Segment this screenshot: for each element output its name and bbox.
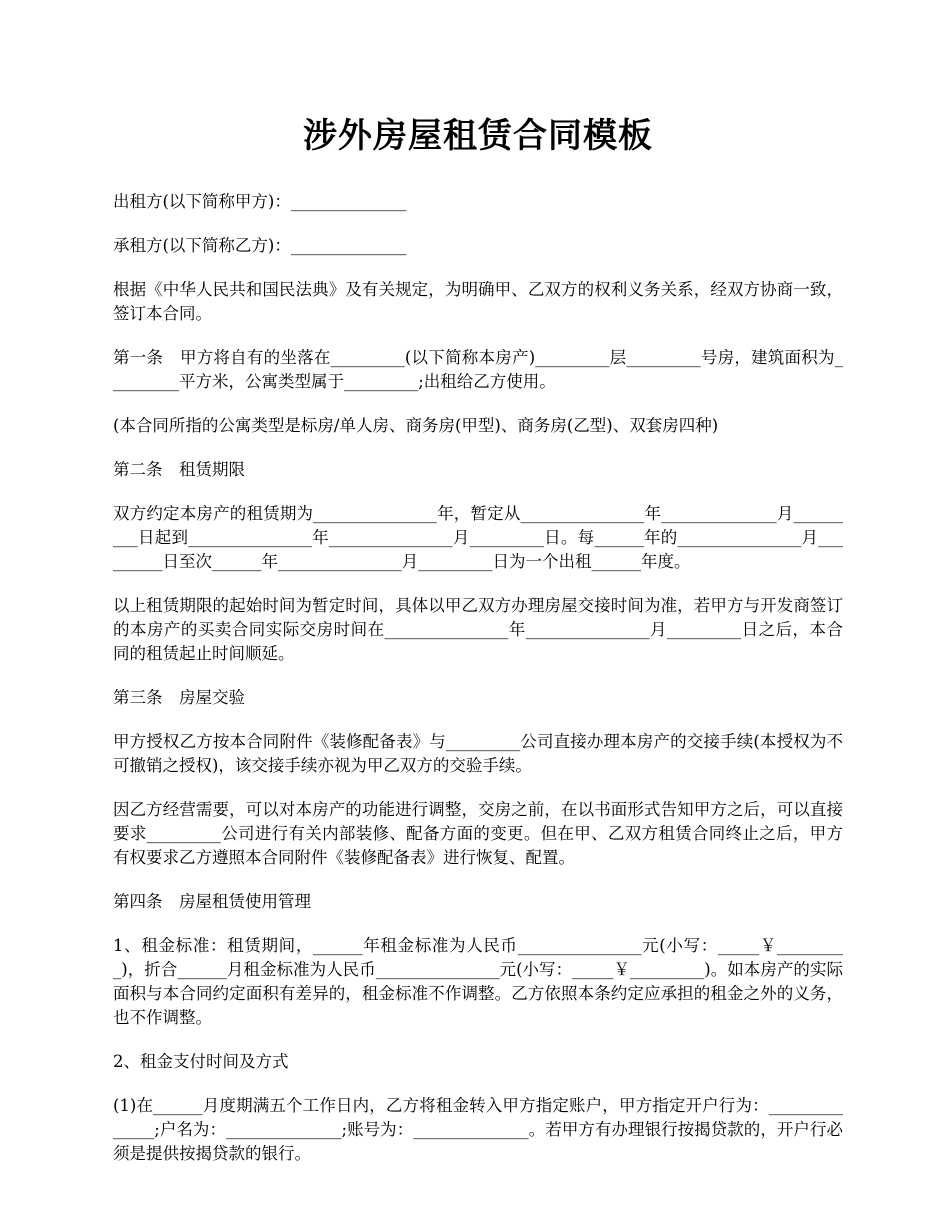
- heading-article-3: 第三条 房屋交验: [113, 688, 245, 707]
- paragraph-lessee: 承租方(以下简称乙方)：______________: [113, 236, 407, 255]
- paragraph-apartment-types: (本合同所指的公寓类型是标房/单人房、商务房(甲型)、商务房(乙型)、双套房四种): [113, 416, 719, 435]
- paragraph-preamble: 根据《中华人民共和国民法典》及有关规定，为明确甲、乙双方的权利义务关系，经双方协商一致，签订本合同。: [113, 280, 843, 323]
- paragraph-payment-heading: 2、租金支付时间及方式: [113, 1052, 289, 1071]
- heading-article-4: 第四条 房屋租赁使用管理: [113, 892, 311, 911]
- document-title: 涉外房屋租赁合同模板: [303, 116, 653, 156]
- paragraph-rent-standard: 1、租金标准：租赁期间，______年租金标准为人民币_______________元(小写：_____￥_________)，折合______月租金标准为人民币_______________元(小写：_____￥_________)。如本房产的实际面积与本合同约定面积有差异的，租金标准不作调整。乙方依照本条约定应承担的租金之外的义务，也不作调整。: [113, 936, 843, 1027]
- paragraph-lease-term-note: 以上租赁期限的起始时间为暂定时间，具体以甲乙双方办理房屋交接时间为准，若甲方与开发商签订的本房产的买卖合同实际交房时间在_______________年_______________月_________日之后，本合同的租赁起止时间顺延。: [113, 596, 843, 663]
- paragraph-article-1: 第一条 甲方将自有的坐落在_________(以下简称本房产)_________层_________号房，建筑面积为_________平方米，公寓类型属于_________;出租给乙方使用。: [113, 348, 843, 391]
- paragraph-handover: 甲方授权乙方按本合同附件《装修配备表》与_________公司直接办理本房产的交接手续(本授权为不可撤销之授权)，该交接手续亦视为甲乙双方的交验手续。: [113, 732, 843, 775]
- paragraph-payment-method: (1)在______月度期满五个工作日内，乙方将租金转入甲方指定账户，甲方指定开户行为：______________;户名为：______________;账号为：______________。若甲方有办理银行按揭贷款的，开户行必须是提供按揭贷款的银行。: [113, 1096, 843, 1163]
- paragraph-lease-term: 双方约定本房产的租赁期为_______________年，暂定从_______________年______________月_________日起到_______________年_______________月_________日。每______年的_______________月_________日至次______年_______________月_________日为一个出租______年度。: [113, 504, 844, 571]
- document-page: [113, 112, 843, 1186]
- paragraph-modification: 因乙方经营需要，可以对本房产的功能进行调整，交房之前，在以书面形式告知甲方之后，可以直接要求_________公司进行有关内部装修、配备方面的变更。但在甲、乙双方租赁合同终止之后，甲方有权要求乙方遵照本合同附件《装修配备表》进行恢复、配置。: [113, 800, 843, 867]
- paragraph-lessor: 出租方(以下简称甲方)：______________: [113, 192, 407, 211]
- heading-article-2: 第二条 租赁期限: [113, 460, 245, 479]
